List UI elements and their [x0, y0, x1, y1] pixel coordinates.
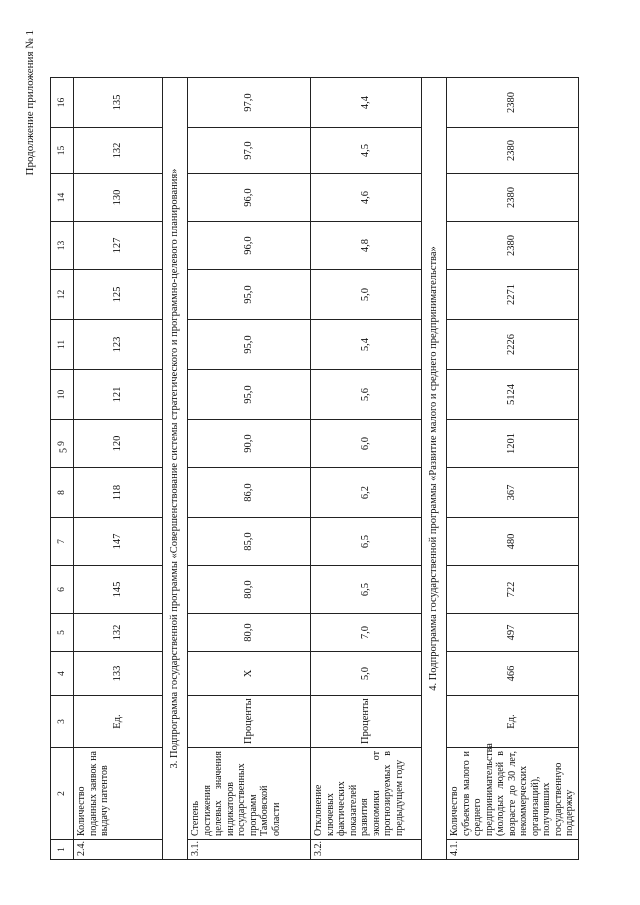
header-cell: 11 — [51, 320, 74, 370]
value-cell: 6,2 — [311, 468, 422, 518]
value-cell: 80,0 — [188, 614, 311, 652]
value-cell: 6,0 — [311, 420, 422, 468]
value-cell: 4,8 — [311, 222, 422, 270]
value-cell: 96,0 — [188, 222, 311, 270]
value-cell: 4,4 — [311, 78, 422, 128]
value-cell: 97,0 — [188, 128, 311, 174]
value-cell: 5,0 — [311, 270, 422, 320]
section-title: 3. Подпрограмма государственной программы «Совершенствование системы стратегического и программно-целевого планирования» — [163, 78, 188, 860]
row-number: 2.4. — [74, 840, 163, 860]
value-cell: 6,5 — [311, 566, 422, 614]
table-body — [51, 78, 579, 860]
value-cell: 367 — [447, 468, 579, 518]
value-cell: 95,0 — [188, 270, 311, 320]
value-cell: 466 — [447, 652, 579, 696]
indicator-table — [50, 77, 579, 860]
header-cell: 1 — [51, 840, 74, 860]
value-cell: 97,0 — [188, 78, 311, 128]
header-cell: 6 — [51, 566, 74, 614]
value-cell: 80,0 — [188, 566, 311, 614]
value-cell: 2271 — [447, 270, 579, 320]
value-cell: 2380 — [447, 78, 579, 128]
header-cell: 14 — [51, 174, 74, 222]
value-cell: 90,0 — [188, 420, 311, 468]
value-cell: 96,0 — [188, 174, 311, 222]
continuation-note: Продолжение приложения № 1 — [24, 30, 36, 176]
value-cell: 497 — [447, 614, 579, 652]
value-cell: 121 — [74, 370, 163, 420]
table-row — [447, 78, 579, 860]
value-cell: 7,0 — [311, 614, 422, 652]
value-cell: 722 — [447, 566, 579, 614]
indicator-name: Отклонение ключевых фактических показателей развития экономики от прогнозируемых в предыдущем году — [311, 748, 422, 840]
value-cell: 118 — [74, 468, 163, 518]
row-number: 3.1. — [188, 840, 311, 860]
rotated-page — [24, 30, 600, 870]
value-cell: 123 — [74, 320, 163, 370]
header-cell: 7 — [51, 518, 74, 566]
section-row — [422, 78, 447, 860]
unit-cell: Проценты — [311, 696, 422, 748]
header-cell: 2 — [51, 748, 74, 840]
indicator-name: Степень достижения целевых значения индикаторов государственных программ Тамбовской области — [188, 748, 311, 840]
value-cell: 4,6 — [311, 174, 422, 222]
unit-cell: Проценты — [188, 696, 311, 748]
value-cell: 480 — [447, 518, 579, 566]
value-cell: Х — [188, 652, 311, 696]
table-row — [311, 78, 422, 860]
value-cell: 95,0 — [188, 320, 311, 370]
value-cell: 120 — [74, 420, 163, 468]
indicator-name: Количество поданных заявок на выдачу патентов — [74, 748, 163, 840]
row-number: 4.1. — [447, 840, 579, 860]
value-cell: 125 — [74, 270, 163, 320]
header-cell: 12 — [51, 270, 74, 320]
unit-cell: Ед. — [74, 696, 163, 748]
value-cell: 85,0 — [188, 518, 311, 566]
indicator-name: Количество субъектов малого и среднего предпринимательства (молодых людей в возрасте до 30 лет, некоммерческих организаций), получивших государственную поддержку — [447, 748, 579, 840]
header-cell: 5 — [51, 614, 74, 652]
value-cell: 5,6 — [311, 370, 422, 420]
header-cell: 8 — [51, 468, 74, 518]
header-row — [51, 78, 74, 860]
value-cell: 147 — [74, 518, 163, 566]
header-cell: 16 — [51, 78, 74, 128]
value-cell: 86,0 — [188, 468, 311, 518]
value-cell: 135 — [74, 78, 163, 128]
table-row — [188, 78, 311, 860]
value-cell: 2380 — [447, 174, 579, 222]
unit-cell: Ед. — [447, 696, 579, 748]
table-row — [74, 78, 163, 860]
row-number: 3.2. — [311, 840, 422, 860]
value-cell: 5124 — [447, 370, 579, 420]
value-cell: 130 — [74, 174, 163, 222]
value-cell: 1201 — [447, 420, 579, 468]
value-cell: 5,0 — [311, 652, 422, 696]
section-row — [163, 78, 188, 860]
value-cell: 127 — [74, 222, 163, 270]
value-cell: 133 — [74, 652, 163, 696]
value-cell: 2226 — [447, 320, 579, 370]
value-cell: 132 — [74, 614, 163, 652]
value-cell: 2380 — [447, 222, 579, 270]
value-cell: 2380 — [447, 128, 579, 174]
page-number: 5 — [58, 448, 70, 453]
value-cell: 6,5 — [311, 518, 422, 566]
section-title: 4. Подпрограмма государственной программы «Развитие малого и среднего предпринимательства» — [422, 78, 447, 860]
value-cell: 4,5 — [311, 128, 422, 174]
value-cell: 5,4 — [311, 320, 422, 370]
header-cell: 9 — [51, 420, 74, 468]
value-cell: 132 — [74, 128, 163, 174]
value-cell: 95,0 — [188, 370, 311, 420]
header-cell: 13 — [51, 222, 74, 270]
value-cell: 145 — [74, 566, 163, 614]
header-cell: 4 — [51, 652, 74, 696]
header-cell: 10 — [51, 370, 74, 420]
header-cell: 3 — [51, 696, 74, 748]
header-cell: 15 — [51, 128, 74, 174]
